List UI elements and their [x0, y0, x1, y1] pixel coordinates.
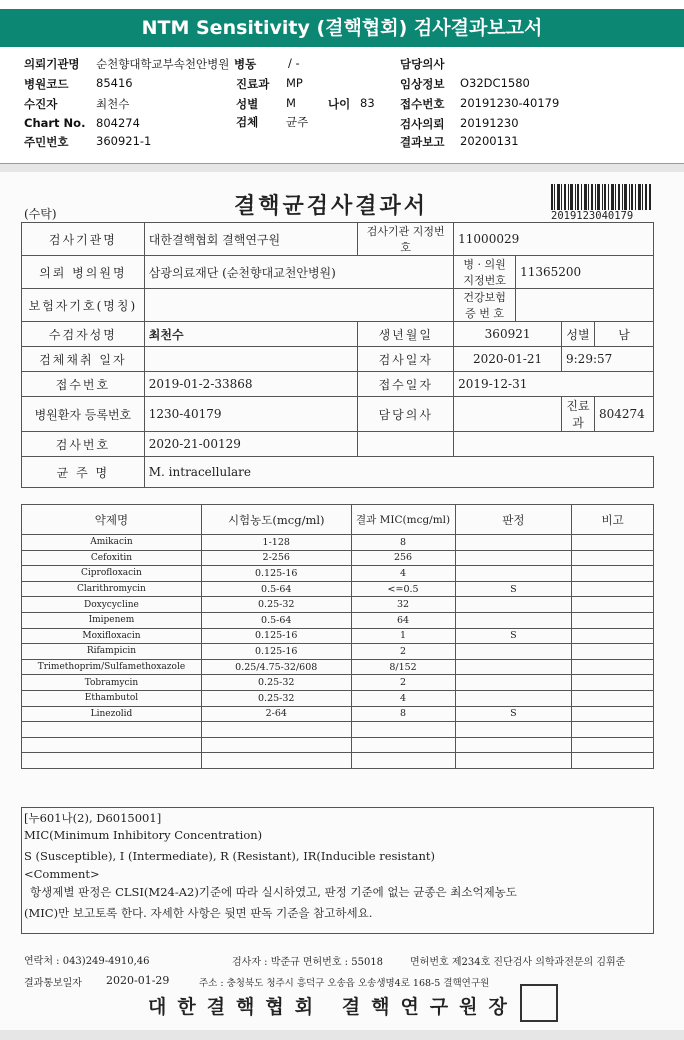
drug-range: 0.5-64 [201, 581, 351, 597]
test-time-value: 9:29:57 [562, 347, 654, 372]
dept-value: MP [286, 76, 303, 90]
exam-org-no-value: 11000029 [454, 223, 654, 256]
insurance-no-label: 건강보험 증 번 호 [454, 289, 516, 322]
drug-row [22, 566, 654, 582]
drug-name: Ciprofloxacin [22, 566, 202, 582]
insured-label: 보험자기호(명칭) [22, 289, 145, 322]
receipt-label: 접수번호 [400, 97, 445, 111]
drug-range: 0.125-16 [201, 566, 351, 582]
drug-name [22, 737, 202, 753]
col-range: 시험농도(mcg/ml) [201, 505, 351, 535]
drug-range: 0.125-16 [201, 644, 351, 660]
reg-label: 병원환자 등록번호 [22, 397, 145, 432]
chart-label: Chart No. [24, 116, 86, 130]
drug-mic: 4 [351, 566, 455, 582]
id-label: 주민번호 [24, 135, 69, 149]
drug-range [201, 737, 351, 753]
drug-row [22, 706, 654, 722]
patient-label: 수검자성명 [22, 322, 145, 347]
hospital-label: 의뢰기관명 [24, 57, 80, 71]
report-label: 결과보고 [400, 135, 445, 149]
receipt-value: 20191230-40179 [460, 96, 560, 110]
receipt-doc-label: 접수번호 [22, 372, 145, 397]
drug-judgement [455, 675, 572, 691]
tester: 검사자 : 박준규 면허번호 : 55018 [232, 957, 384, 968]
comment-line: MIC(Minimum Inhibitory Concentration) [24, 828, 263, 842]
exam-info-table [21, 222, 654, 488]
chart-value: 804274 [96, 116, 140, 130]
drug-range: 1-128 [201, 535, 351, 551]
drug-row [22, 628, 654, 644]
drug-row [22, 722, 654, 738]
dept-doc-label: 진료과 [562, 397, 595, 432]
drug-mic: 32 [351, 597, 455, 613]
clinical-value: O32DC1580 [460, 76, 530, 90]
drug-row [22, 535, 654, 551]
drug-name: Amikacin [22, 535, 202, 551]
sex-doc-label: 성별 [562, 322, 595, 347]
drug-range [201, 753, 351, 769]
report-value: 20200131 [460, 134, 519, 148]
comment-box [21, 807, 654, 934]
drug-name: Tobramycin [22, 675, 202, 691]
doctor-doc-label: 담당의사 [358, 397, 454, 432]
drug-table-header [22, 505, 654, 535]
document-title: 결핵균검사결과서 [234, 193, 429, 219]
drug-note [572, 566, 654, 582]
drug-name: Linezolid [22, 706, 202, 722]
drug-row [22, 612, 654, 628]
drug-mic: 2 [351, 675, 455, 691]
req-hosp-value: 삼광의료재단 (순천향대교천안병원) [144, 256, 453, 289]
drug-range: 2-64 [201, 706, 351, 722]
comment-line: 항생제별 판정은 CLSI(M24-A2)기준에 따라 실시하였고, 판정 기준에 없는 균종은 최소억제농도 [30, 885, 517, 899]
drug-range: 0.25/4.75-32/608 [201, 659, 351, 675]
test-date-label: 검사일자 [358, 347, 454, 372]
drug-name: Imipenem [22, 612, 202, 628]
sex-doc-value: 남 [594, 322, 653, 347]
drug-row [22, 597, 654, 613]
code-label: 병원코드 [24, 77, 69, 91]
strain-label: 균 주 명 [22, 457, 145, 488]
col-drug: 약제명 [22, 505, 202, 535]
drug-row [22, 659, 654, 675]
drug-note [572, 550, 654, 566]
empty-cell [454, 432, 654, 457]
barcode-number: 2019123040179 [551, 210, 634, 222]
drug-name: Cefoxitin [22, 550, 202, 566]
col-mic: 결과 MIC(mcg/ml) [351, 505, 455, 535]
scan-margin-bottom [0, 1030, 684, 1040]
drug-mic: <=0.5 [351, 581, 455, 597]
exam-org-no-label: 검사기관 지정번호 [358, 223, 454, 256]
drug-mic [351, 753, 455, 769]
receipt-doc-value: 2019-01-2-33868 [144, 372, 358, 397]
exam-no-value: 2020-21-00129 [144, 432, 358, 457]
dept-label: 진료과 [236, 77, 270, 91]
drug-note [572, 659, 654, 675]
drug-name: Clarithromycin [22, 581, 202, 597]
org-name: 대한결핵협회 결핵연구원장 [148, 996, 518, 1018]
drug-note [572, 690, 654, 706]
patient-value: 최천수 [144, 322, 358, 347]
col-note: 비고 [572, 505, 654, 535]
insurance-no-value [516, 289, 654, 322]
drug-name [22, 753, 202, 769]
report-date-value: 2020-01-29 [106, 974, 170, 987]
test-date-value: 2020-01-21 [454, 347, 562, 372]
ward-label: 병동 [234, 57, 257, 71]
report-title: NTM Sensitivity (결핵협회) 검사결과보고서 [141, 17, 543, 39]
ward-value: / - [288, 56, 300, 70]
id-value: 360921-1 [96, 134, 152, 148]
drug-mic: 8 [351, 535, 455, 551]
drug-row [22, 753, 654, 769]
exam-org-label: 검사기관명 [22, 223, 145, 256]
hospital-value: 순천향대학교부속천안병원 [96, 57, 230, 71]
contact: 연락처 : 043)249-4910,46 [24, 956, 150, 967]
license: 면허번호 제234호 진단검사 의학과전문의 김휘준 [410, 957, 626, 968]
drug-range: 0.125-16 [201, 628, 351, 644]
drug-name: Moxifloxacin [22, 628, 202, 644]
drug-note [572, 722, 654, 738]
insured-value [144, 289, 453, 322]
name-value: 최천수 [96, 97, 130, 111]
drug-sensitivity-table [21, 504, 654, 769]
name-label: 수진자 [24, 97, 58, 111]
drug-judgement: S [455, 628, 572, 644]
drug-name [22, 722, 202, 738]
drug-range: 0.25-32 [201, 690, 351, 706]
drug-judgement [455, 722, 572, 738]
specimen-value: 균주 [286, 115, 309, 129]
birth-value: 360921 [454, 322, 562, 347]
drug-judgement [455, 535, 572, 551]
collect-value [144, 347, 358, 372]
drug-note [572, 675, 654, 691]
drug-note [572, 535, 654, 551]
doctor-doc-value [454, 397, 562, 432]
official-seal [520, 984, 558, 1022]
comment-line: <Comment> [24, 867, 100, 881]
drug-judgement [455, 659, 572, 675]
drug-range: 2-256 [201, 550, 351, 566]
drug-row [22, 550, 654, 566]
report-title-bar [0, 9, 684, 47]
drug-row [22, 675, 654, 691]
drug-note [572, 597, 654, 613]
drug-judgement [455, 566, 572, 582]
age-label: 나이 [328, 97, 351, 111]
drug-note [572, 581, 654, 597]
comment-line: S (Susceptible), I (Intermediate), R (Resistant), IR(Inducible resistant) [24, 849, 435, 863]
drug-row [22, 690, 654, 706]
strain-value: M. intracellulare [144, 457, 653, 488]
dept-doc-value: 804274 [594, 397, 653, 432]
drug-note [572, 737, 654, 753]
drug-range: 0.5-64 [201, 612, 351, 628]
code-value: 85416 [96, 76, 133, 90]
age-value: 83 [360, 96, 375, 110]
drug-note [572, 612, 654, 628]
drug-mic: 4 [351, 690, 455, 706]
address: 주소 : 충청북도 청주시 흥덕구 오송읍 오송생명4로 168-5 결핵연구원 [199, 978, 490, 989]
drug-name: Rifampicin [22, 644, 202, 660]
report-date-label: 결과통보일자 [24, 978, 82, 989]
drug-judgement [455, 644, 572, 660]
drug-row [22, 581, 654, 597]
doctor-label: 담당의사 [400, 57, 445, 71]
hosp-no-label: 병 · 의원 지정번호 [454, 256, 516, 289]
empty-cell [358, 432, 454, 457]
scan-margin-top [0, 164, 684, 172]
drug-judgement [455, 737, 572, 753]
drug-mic: 1 [351, 628, 455, 644]
sex-value: M [286, 96, 296, 110]
drug-name: Doxycycline [22, 597, 202, 613]
request-label: 검사의뢰 [400, 117, 445, 131]
drug-note [572, 753, 654, 769]
hosp-no-value: 11365200 [516, 256, 654, 289]
birth-label: 생년월일 [358, 322, 454, 347]
drug-note [572, 706, 654, 722]
consignment-label: (수탁) [24, 207, 57, 221]
patient-info-panel [0, 52, 684, 164]
drug-row [22, 737, 654, 753]
comment-line: (MIC)만 보고토록 한다. 자세한 사항은 뒷면 판독 기준을 참고하세요. [24, 906, 373, 920]
drug-judgement: S [455, 706, 572, 722]
drug-mic: 2 [351, 644, 455, 660]
sex-label: 성별 [236, 97, 259, 111]
receipt-date-value: 2019-12-31 [454, 372, 654, 397]
drug-row [22, 644, 654, 660]
clinical-label: 임상정보 [400, 77, 445, 91]
drug-mic: 256 [351, 550, 455, 566]
drug-judgement [455, 550, 572, 566]
drug-mic: 8/152 [351, 659, 455, 675]
drug-mic: 8 [351, 706, 455, 722]
drug-mic [351, 722, 455, 738]
req-hosp-label: 의뢰 병의원명 [22, 256, 145, 289]
drug-judgement: S [455, 581, 572, 597]
drug-mic [351, 737, 455, 753]
collect-label: 검체채취 일자 [22, 347, 145, 372]
exam-no-label: 검사번호 [22, 432, 145, 457]
col-judge: 판정 [455, 505, 572, 535]
drug-judgement [455, 690, 572, 706]
drug-judgement [455, 597, 572, 613]
barcode [551, 184, 651, 210]
exam-org-value: 대한결핵협회 결핵연구원 [144, 223, 358, 256]
drug-judgement [455, 612, 572, 628]
drug-mic: 64 [351, 612, 455, 628]
drug-name: Ethambutol [22, 690, 202, 706]
drug-range: 0.25-32 [201, 597, 351, 613]
request-value: 20191230 [460, 116, 519, 130]
drug-note [572, 628, 654, 644]
comment-line: [누601나(2), D6015001] [24, 811, 162, 825]
reg-value: 1230-40179 [144, 397, 358, 432]
drug-note [572, 644, 654, 660]
drug-range: 0.25-32 [201, 675, 351, 691]
drug-name: Trimethoprim/Sulfamethoxazole [22, 659, 202, 675]
specimen-label: 검체 [236, 115, 259, 129]
receipt-date-label: 접수일자 [358, 372, 454, 397]
drug-judgement [455, 753, 572, 769]
scanned-report-document [0, 172, 684, 1030]
drug-range [201, 722, 351, 738]
